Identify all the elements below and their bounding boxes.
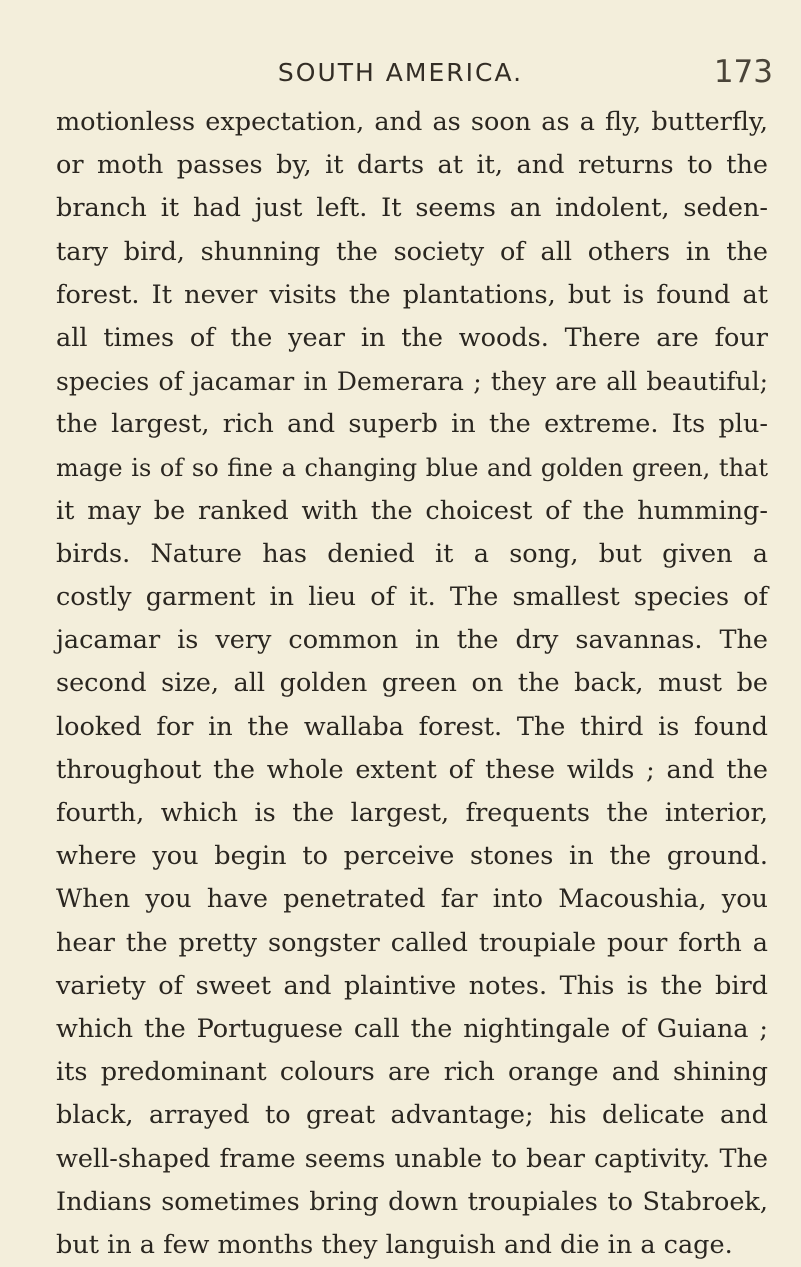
- text-line: Indians sometimes bring down troupiales to Stabroek,: [56, 1186, 768, 1217]
- text-line: its predominant colours are rich orange and shining: [56, 1057, 768, 1088]
- text-line: or moth passes by, it darts at it, and returns to the: [56, 150, 768, 181]
- text-line: where you begin to perceive stones in the ground.: [56, 841, 768, 872]
- page-number: 173: [713, 54, 773, 90]
- text-line: variety of sweet and plaintive notes. This is the bird: [56, 970, 768, 1001]
- body-text: [56, 101, 768, 1267]
- text-line: species of jacamar in Demerara ; they are all beautiful;: [56, 367, 768, 397]
- text-line: well-shaped frame seems unable to bear captivity. The: [56, 1143, 768, 1174]
- text-line: costly garment in lieu of it. The smallest species of: [56, 582, 768, 613]
- text-line: birds. Nature has denied it a song, but given a: [56, 538, 768, 569]
- text-line: branch it had just left. It seems an indolent, seden-: [56, 193, 768, 224]
- text-line: second size, all golden green on the back, must be: [56, 668, 768, 699]
- text-line: throughout the whole extent of these wilds ; and the: [56, 754, 768, 785]
- text-line: it may be ranked with the choicest of the humming-: [56, 495, 768, 526]
- running-head: [0, 54, 801, 98]
- text-line: which the Portuguese call the nightingale of Guiana ;: [56, 1013, 768, 1044]
- text-line: mage is of so fine a changing blue and golden green, that: [56, 453, 768, 482]
- text-line: jacamar is very common in the dry savannas. The: [56, 625, 768, 656]
- running-title: SOUTH AMERICA.: [277, 58, 524, 87]
- text-line: hear the pretty songster called troupiale pour forth a: [56, 927, 768, 958]
- text-line: When you have penetrated far into Macoushia, you: [56, 884, 768, 915]
- text-line: all times of the year in the woods. There are four: [56, 322, 768, 353]
- text-line: motionless expectation, and as soon as a fly, butterfly,: [56, 107, 768, 137]
- text-line: looked for in the wallaba forest. The third is found: [56, 711, 768, 742]
- text-line: tary bird, shunning the society of all others in the: [56, 236, 768, 267]
- text-line: black, arrayed to great advantage; his delicate and: [56, 1100, 768, 1131]
- text-line: the largest, rich and superb in the extreme. Its plu-: [56, 409, 768, 440]
- text-line: but in a few months they languish and die in a cage.: [56, 1229, 733, 1260]
- text-line: fourth, which is the largest, frequents the interior,: [56, 798, 768, 828]
- text-line: forest. It never visits the plantations, but is found at: [56, 279, 768, 310]
